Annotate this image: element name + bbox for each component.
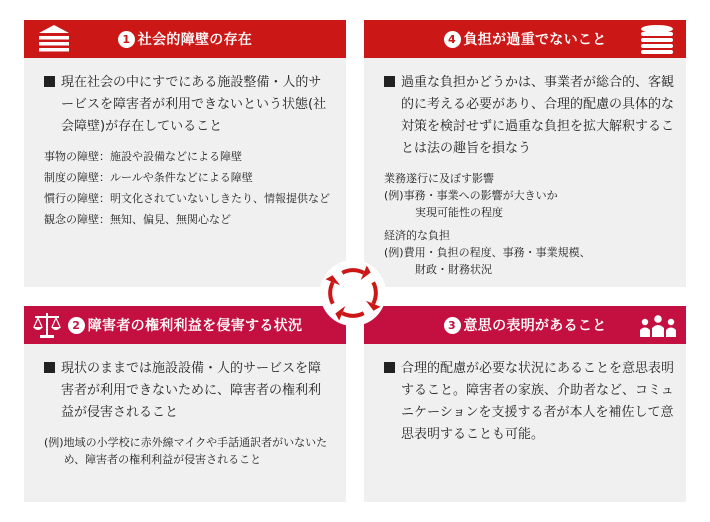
card-number: 1 bbox=[118, 31, 135, 48]
bullet-square-icon bbox=[384, 362, 395, 373]
bullet-square-icon bbox=[44, 362, 55, 373]
bullet-square-icon bbox=[44, 76, 55, 87]
burden-factors bbox=[384, 170, 674, 278]
card-title: 障害者の権利利益を侵害する状況 bbox=[87, 318, 303, 334]
card-number: 3 bbox=[444, 317, 461, 334]
card-number: 2 bbox=[68, 317, 85, 334]
barrier-item: 事物の障壁 ： 施設や設備などによる障壁 bbox=[44, 150, 242, 163]
barrier-item: 制度の障壁 ： ルールや条件などによる障壁 bbox=[44, 171, 253, 184]
card-title: 社会的障壁の存在 bbox=[137, 32, 253, 48]
coins-icon bbox=[638, 23, 676, 59]
main-statement: 過重な負担かどうかは、事業者が総合的、客観的に考える必要があり、合理的配慮の具体的な対策を検討せずに過重な負担を拡大解釈することは法の趣旨を損なう bbox=[384, 72, 674, 160]
factor-group: 経済的な負担 (例) 費用・負担の程度、事務・事業規模、 財政・財務状況 bbox=[384, 229, 591, 276]
bullet-square-icon bbox=[384, 76, 395, 87]
scales-icon bbox=[32, 309, 62, 345]
card-body bbox=[364, 344, 686, 502]
card-header bbox=[364, 306, 686, 344]
card-title: 負担が過重でないこと bbox=[463, 32, 607, 48]
main-statement: 現状のままでは施設設備・人的サービスを障害者が利用できないために、障害者の権利利益が侵害されること bbox=[44, 358, 332, 424]
card-header bbox=[24, 20, 346, 58]
barrier-list bbox=[44, 148, 332, 228]
stairs-icon bbox=[36, 23, 72, 59]
barrier-item: 観念の障壁 ： 無知、偏見、無関心など bbox=[44, 213, 231, 226]
people-icon bbox=[636, 309, 680, 345]
cycle-arrows-icon bbox=[319, 259, 387, 327]
main-statement: 合理的配慮が必要な状況にあることを意思表明すること。障害者の家族、介助者など、コミュニケーションを支援する者が本人を補佐して意思表明することも可能。 bbox=[384, 358, 674, 446]
card-body bbox=[364, 58, 686, 287]
card-header bbox=[364, 20, 686, 58]
barrier-item: 慣行の障壁 ： 明文化されていないしきたり、情報提供など bbox=[44, 192, 330, 205]
card-body bbox=[24, 58, 346, 287]
main-statement: 現在社会の中にすでにある施設整備・人的サービスを障害者が利用できないという状態(社会障壁)が存在していること bbox=[44, 72, 332, 138]
factor-group: 業務遂行に及ぼす影響 (例) 事務・事業への影響が大きいか 実現可能性の程度 bbox=[384, 172, 558, 219]
card-number: 4 bbox=[444, 31, 461, 48]
card-header bbox=[24, 306, 346, 344]
card-body bbox=[24, 344, 346, 502]
card-title: 意思の表明があること bbox=[463, 318, 607, 334]
example-note: (例) 地域の小学校に赤外線マイクや手話通訳者がいないため、障害者の権利利益が侵害されること bbox=[44, 436, 328, 466]
